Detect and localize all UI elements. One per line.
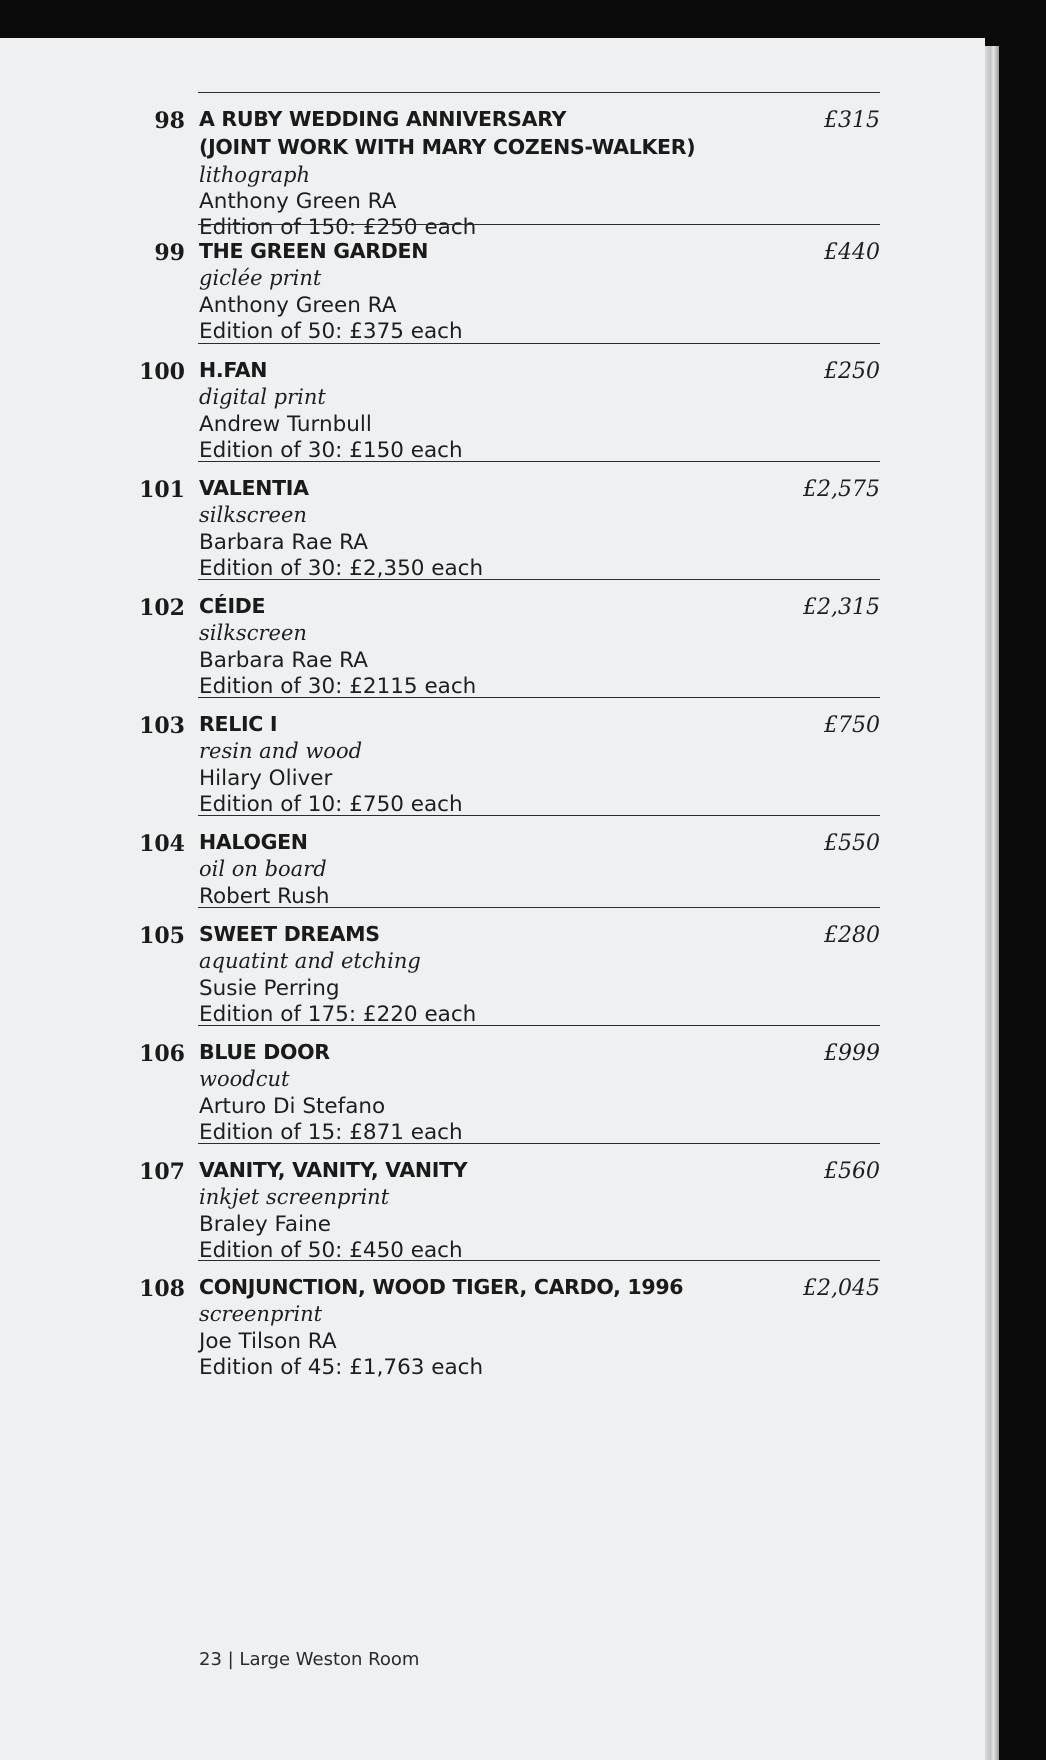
entry-number: 104 [139, 831, 185, 857]
entry-edition: Edition of 15: £871 each [199, 1119, 463, 1145]
entry-divider [198, 907, 880, 908]
entry-title: CÉIDE [199, 594, 266, 618]
entry-artist: Susie Perring [199, 975, 340, 1001]
entry-edition: Edition of 150: £250 each [199, 215, 477, 241]
entry-title: HALOGEN [199, 830, 308, 854]
entry-medium: silkscreen [199, 503, 307, 528]
entry-medium: silkscreen [199, 621, 307, 646]
entry-title: SWEET DREAMS [199, 922, 380, 946]
entry-edition: Edition of 45: £1,763 each [199, 1354, 484, 1380]
entry-artist: Anthony Green RA [199, 292, 397, 318]
page-edge [985, 46, 999, 1760]
entry-number: 105 [139, 923, 185, 949]
entry-medium: screenprint [199, 1302, 323, 1327]
entry-divider [198, 1260, 880, 1261]
entry-artist: Barbara Rae RA [199, 529, 368, 555]
entry-price: £2,045 [803, 1276, 880, 1301]
entry-medium: aquatint and etching [199, 949, 421, 974]
entry-price: £550 [824, 831, 880, 856]
entry-divider [198, 224, 880, 225]
entry-title: VALENTIA [199, 476, 309, 500]
entry-medium: giclée print [199, 266, 322, 291]
entry-number: 99 [154, 240, 185, 266]
entry-divider [198, 1025, 880, 1026]
entry-price: £2,315 [803, 595, 880, 620]
entry-artist: Arturo Di Stefano [199, 1093, 386, 1119]
entry-price: £2,575 [803, 477, 880, 502]
entry-price: £999 [824, 1041, 880, 1066]
entry-artist: Hilary Oliver [199, 765, 333, 791]
entry-title: THE GREEN GARDEN [199, 239, 429, 263]
entry-number: 98 [154, 108, 185, 134]
entry-number: 100 [139, 359, 185, 385]
entry-edition: Edition of 50: £450 each [199, 1237, 463, 1263]
entry-price: £560 [824, 1159, 880, 1184]
entry-medium: inkjet screenprint [199, 1185, 390, 1210]
entry-title: VANITY, VANITY, VANITY [199, 1158, 468, 1182]
entry-number: 102 [139, 595, 185, 621]
entry-divider [198, 1143, 880, 1144]
entry-number: 101 [139, 477, 185, 503]
entry-edition: Edition of 30: £2,350 each [199, 555, 484, 581]
entry-price: £280 [824, 923, 880, 948]
entry-medium: lithograph [199, 162, 311, 187]
entry-number: 107 [139, 1159, 185, 1185]
page-footer: 23 | Large Weston Room [199, 1649, 420, 1670]
entry-title: CONJUNCTION, WOOD TIGER, CARDO, 1996 [199, 1275, 684, 1299]
entry-divider [198, 461, 880, 462]
entry-artist: Robert Rush [199, 883, 330, 909]
entry-edition: Edition of 175: £220 each [199, 1001, 477, 1027]
catalogue-page [0, 38, 985, 1760]
entry-artist: Andrew Turnbull [199, 411, 372, 437]
entry-title: BLUE DOOR [199, 1040, 330, 1064]
entry-edition: Edition of 30: £2115 each [199, 673, 477, 699]
entry-medium: resin and wood [199, 739, 363, 764]
entry-number: 108 [139, 1276, 185, 1302]
entry-artist: Braley Faine [199, 1211, 331, 1237]
entry-divider [198, 343, 880, 344]
entry-divider [198, 697, 880, 698]
entry-price: £750 [824, 713, 880, 738]
entry-divider [198, 92, 880, 93]
entry-number: 103 [139, 713, 185, 739]
entry-artist: Joe Tilson RA [199, 1328, 337, 1354]
entry-title: RELIC I [199, 712, 278, 736]
entry-medium: digital print [199, 385, 326, 410]
entry-price: £250 [824, 359, 880, 384]
entry-price: £315 [824, 108, 880, 133]
entry-medium: oil on board [199, 857, 327, 882]
entry-title: A RUBY WEDDING ANNIVERSARY [199, 107, 567, 131]
entry-edition: Edition of 10: £750 each [199, 791, 463, 817]
entry-medium: woodcut [199, 1067, 290, 1092]
entry-artist: Anthony Green RA [199, 188, 397, 214]
entry-artist: Barbara Rae RA [199, 647, 368, 673]
entry-edition: Edition of 50: £375 each [199, 318, 463, 344]
entry-number: 106 [139, 1041, 185, 1067]
entry-title: (JOINT WORK WITH MARY COZENS-WALKER) [199, 135, 696, 160]
entry-divider [198, 579, 880, 580]
entry-divider [198, 815, 880, 816]
entry-price: £440 [824, 240, 880, 265]
entry-edition: Edition of 30: £150 each [199, 437, 463, 463]
entry-title: H.FAN [199, 358, 268, 382]
